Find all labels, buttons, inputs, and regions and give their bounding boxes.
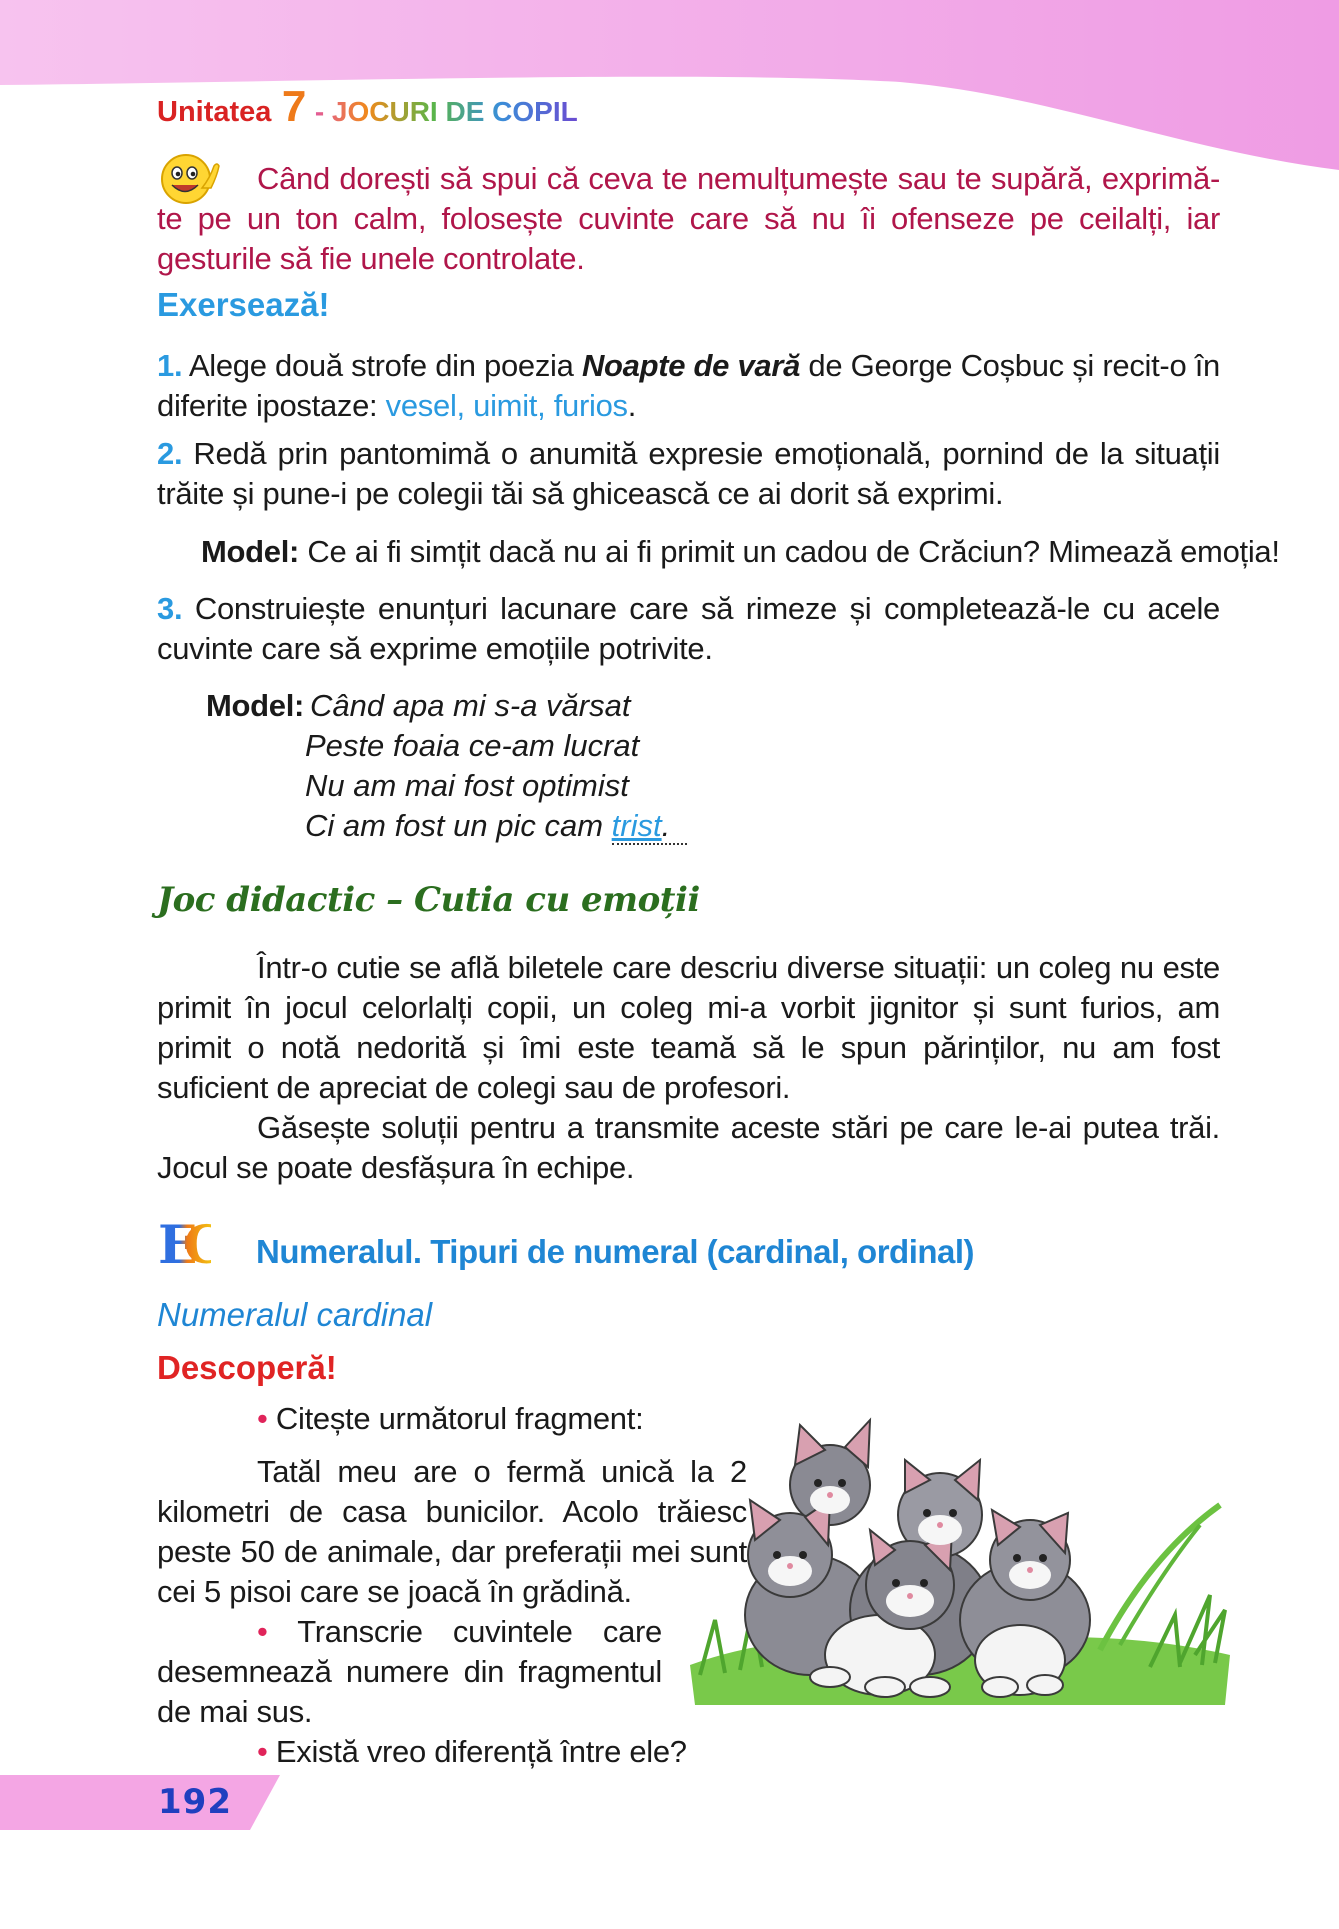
unit-label: Unitatea	[157, 96, 272, 128]
grammar-icon-letters: EC	[158, 1215, 212, 1276]
exercise-1-text-b: de George Coșbuc și recit-o în diferite ipostaze:	[157, 348, 1220, 423]
bullet-2-text: Transcrie cuvintele care desemnează numere din fragmentul de mai sus.	[157, 1614, 662, 1729]
kittens-illustration	[680, 1405, 1240, 1705]
unit-header	[157, 82, 578, 132]
model-1-label: Model:	[201, 534, 300, 569]
bullet-dot: •	[257, 1734, 268, 1769]
joc-paragraph-1: Într-o cutie se află biletele care descriu diverse situații: un coleg nu este primit în jocul celorlalți copii, un coleg mi-a vorbit jignitor și sunt furios, am primit o notă nedorită și îmi este teamă să le spun părinților, nu am fost suficient de apreciat de colegi sau de profesori.	[157, 950, 1220, 1105]
fragment-paragraph: Tatăl meu are o fermă unică la 2 kilometri de casa bunicilor. Acolo trăiesc peste 50 de animale, dar preferații mei sunt cei 5 pisoi care se joacă în grădină.	[157, 1454, 747, 1609]
grammar-icon	[158, 1216, 232, 1276]
bullet-2	[157, 1612, 662, 1732]
bullet-dot: •	[257, 1401, 268, 1436]
exercise-2-text: Redă prin pantomimă o anumită expresie emoțională, pornind de la situații trăite și pune-i pe colegii tăi să ghicească ce ai dorit să exprimi.	[157, 436, 1220, 511]
exerseaza-heading: Exersează!	[157, 286, 330, 323]
joc-paragraph-2: Găsește soluții pentru a transmite aceste stări pe care le-ai putea trăi. Jocul se poate desfășura în echipe.	[157, 1110, 1220, 1185]
model-2-label: Model:	[206, 688, 305, 723]
unit-title: - JOCURI DE COPIL	[314, 96, 578, 127]
moods-list: vesel, uimit, furios	[385, 388, 628, 423]
bullet-dot: •	[257, 1614, 268, 1649]
poem-title: Noapte de vară	[581, 348, 801, 383]
bullet-1	[257, 1399, 643, 1439]
poem-line-4	[305, 806, 687, 846]
bullet-1-text: Citește următorul fragment:	[275, 1401, 644, 1436]
exercise-3	[157, 589, 1220, 669]
poem-line-4-text: Ci am fost un pic cam	[305, 808, 612, 843]
poem-line-1: Când apa mi s-a vărsat	[310, 688, 631, 723]
numeral-heading: Numeralul. Tipuri de numeral (cardinal, ordinal)	[256, 1233, 975, 1270]
descopera-heading: Descoperă!	[157, 1349, 337, 1386]
model-poem	[305, 686, 688, 846]
joc-heading: Joc didactic – Cutia cu emoții	[157, 880, 700, 920]
tip-text: Când dorești să spui că ceva te nemulțumește sau te supără, exprimă-te pe un ton calm, folosește cuvinte care să nu îi ofenseze pe ceilalți, iar gesturile să fie unele controlate.	[157, 161, 1220, 276]
exercise-3-number: 3.	[157, 591, 183, 626]
exercise-1	[157, 346, 1220, 426]
unit-number: 7	[281, 82, 307, 131]
poem-answer-word: trist	[611, 808, 662, 843]
page-number: 192	[158, 1782, 232, 1822]
model-1	[201, 532, 1280, 572]
exercise-2-number: 2.	[157, 436, 183, 471]
exercise-3-text: Construiește enunțuri lacunare care să rimeze și completează-le cu acele cuvinte care să exprime emoțiile potrivite.	[157, 591, 1220, 666]
bullet-3	[257, 1732, 687, 1772]
footer-band	[0, 1775, 280, 1830]
poem-line-3: Nu am mai fost optimist	[305, 768, 629, 803]
poem-line-2: Peste foaia ce-am lucrat	[305, 728, 640, 763]
bullet-3-text: Există vreo diferență între ele?	[275, 1734, 687, 1769]
numeral-subtitle: Numeralul cardinal	[157, 1296, 433, 1333]
exercise-2	[157, 434, 1220, 514]
exercise-1-number: 1.	[157, 348, 183, 383]
poem-answer: trist.	[611, 808, 688, 843]
exercise-1-text-a: Alege două strofe din poezia	[188, 348, 582, 383]
exercise-1-text-c: .	[627, 388, 637, 423]
model-1-text: Ce ai fi simțit dacă nu ai fi primit un cadou de Crăciun? Mimează emoția!	[307, 534, 1280, 569]
